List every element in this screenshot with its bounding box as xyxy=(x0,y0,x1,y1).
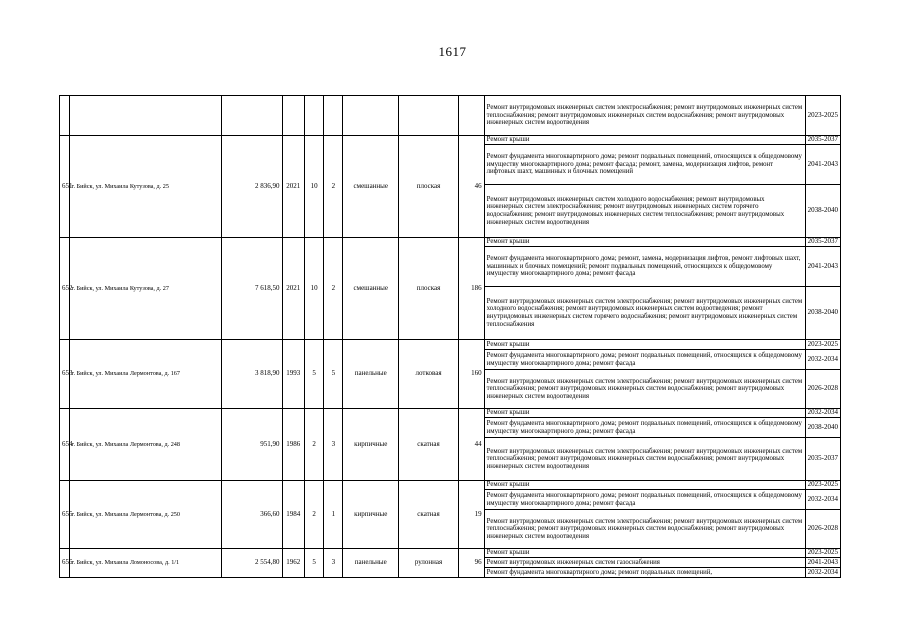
work-description: Ремонт фундамента многоквартирного дома; ремонт подвальных помещений, относящихся к общедомовому имуществу многоквартирного дома; ремонт фасада xyxy=(484,350,805,370)
row-number: 655 xyxy=(60,481,70,549)
building-address: г. Бийск, ул. Михаила Кутузова, д. 25 xyxy=(69,136,221,238)
row-number: 653 xyxy=(60,340,70,409)
floors-count: 10 xyxy=(304,136,323,238)
table-row xyxy=(60,136,841,145)
work-description: Ремонт внутридомовых инженерных систем холодного водоснабжения; ремонт внутридомовых инженерных систем электроснабжения; ремонт внутридомовых инженерных систем горячего водоснабжения; ремонт внутридомовых инженерных систем теплоснабжения; ремонт внутридомовых инженерных систем водоотведения xyxy=(484,185,805,238)
building-area: 366,60 xyxy=(221,481,282,549)
table-row xyxy=(60,340,841,350)
building-area: 3 818,90 xyxy=(221,340,282,409)
commission-year: 1986 xyxy=(282,409,304,481)
table-row xyxy=(60,238,841,247)
work-period: 2026-2028 xyxy=(805,370,840,409)
roof-type: плоская xyxy=(399,136,459,238)
row-number: 656 xyxy=(60,549,70,578)
work-description: Ремонт крыши xyxy=(484,409,805,418)
empty-cell xyxy=(304,96,323,136)
empty-cell xyxy=(458,96,484,136)
work-description: Ремонт крыши xyxy=(484,549,805,558)
building-address: г. Бийск, ул. Михаила Лермонтова, д. 248 xyxy=(69,409,221,481)
empty-cell xyxy=(60,96,70,136)
floors-count: 10 xyxy=(304,238,323,340)
roof-type: скатная xyxy=(399,481,459,549)
building-address: г. Бийск, ул. Михаила Лермонтова, д. 167 xyxy=(69,340,221,409)
building-address: г. Бийск, ул. Михаила Кутузова, д. 27 xyxy=(69,238,221,340)
commission-year: 1993 xyxy=(282,340,304,409)
wall-material: панельные xyxy=(343,549,399,578)
wall-material: смешанные xyxy=(343,238,399,340)
building-area: 951,90 xyxy=(221,409,282,481)
work-description: Ремонт крыши xyxy=(484,238,805,247)
work-period: 2038-2040 xyxy=(805,287,840,340)
row-number: 652 xyxy=(60,238,70,340)
work-description: Ремонт внутридомовых инженерных систем электроснабжения; ремонт внутридомовых инженерных систем теплоснабжения; ремонт внутридомовых инженерных систем водоснабжения; ремонт внутридомовых инженерных систем водоотведения xyxy=(484,96,805,136)
work-period: 2038-2040 xyxy=(805,418,840,438)
work-period: 2035-2037 xyxy=(805,438,840,481)
floors-count: 5 xyxy=(304,549,323,578)
work-period: 2032-2034 xyxy=(805,568,840,578)
work-description: Ремонт фундамента многоквартирного дома; ремонт подвальных помещений, относящихся к общедомовому имуществу многоквартирного дома; ремонт фасада xyxy=(484,490,805,510)
work-period: 2041-2043 xyxy=(805,247,840,287)
commission-year: 1984 xyxy=(282,481,304,549)
building-address: г. Бийск, ул. Михаила Ломоносова, д. 1/1 xyxy=(69,549,221,578)
floors-count: 5 xyxy=(304,340,323,409)
work-period: 2032-2034 xyxy=(805,350,840,370)
empty-cell xyxy=(221,96,282,136)
work-description: Ремонт фундамента многоквартирного дома; ремонт подвальных помещений, относящихся к общедомовому имуществу многоквартирного дома; ремонт фасада xyxy=(484,418,805,438)
entrances-count: 1 xyxy=(324,481,343,549)
roof-type: скатная xyxy=(399,409,459,481)
apartments-count: 19 xyxy=(458,481,484,549)
wall-material: кирпичные xyxy=(343,481,399,549)
building-area: 2 554,80 xyxy=(221,549,282,578)
building-address: г. Бийск, ул. Михаила Лермонтова, д. 250 xyxy=(69,481,221,549)
page-number: 1617 xyxy=(438,44,467,59)
wall-material: смешанные xyxy=(343,136,399,238)
table-row xyxy=(60,96,841,136)
work-period: 2026-2028 xyxy=(805,510,840,549)
work-description: Ремонт внутридомовых инженерных систем электроснабжения; ремонт внутридомовых инженерных систем теплоснабжения; ремонт внутридомовых инженерных систем водоснабжения; ремонт внутридомовых инженерных систем водоотведения xyxy=(484,370,805,409)
empty-cell xyxy=(282,96,304,136)
empty-cell xyxy=(324,96,343,136)
entrances-count: 3 xyxy=(324,409,343,481)
work-description: Ремонт внутридомовых инженерных систем электроснабжения; ремонт внутридомовых инженерных систем теплоснабжения; ремонт внутридомовых инженерных систем водоснабжения; ремонт внутридомовых инженерных систем водоотведения xyxy=(484,438,805,481)
work-period: 2023-2025 xyxy=(805,481,840,490)
wall-material: панельные xyxy=(343,340,399,409)
row-number: 651 xyxy=(60,136,70,238)
work-period: 2035-2037 xyxy=(805,238,840,247)
empty-cell xyxy=(399,96,459,136)
roof-type: лотковая xyxy=(399,340,459,409)
table-row xyxy=(60,481,841,490)
work-description: Ремонт внутридомовых инженерных систем электроснабжения; ремонт внутридомовых инженерных систем холодного водоснабжения; ремонт внутридомовых инженерных систем водоотведения; ремонт внутридомовых инженерных систем горячего водоснабжения; ремонт внутридомовых инженерных систем теплоснабжения xyxy=(484,287,805,340)
commission-year: 1962 xyxy=(282,549,304,578)
capital-repair-table xyxy=(59,95,841,578)
apartments-count: 186 xyxy=(458,238,484,340)
work-period: 2032-2034 xyxy=(805,490,840,510)
table-row xyxy=(60,409,841,418)
work-description: Ремонт крыши xyxy=(484,136,805,145)
apartments-count: 160 xyxy=(458,340,484,409)
table-row xyxy=(60,549,841,558)
work-description: Ремонт крыши xyxy=(484,481,805,490)
entrances-count: 3 xyxy=(324,549,343,578)
row-number: 654 xyxy=(60,409,70,481)
roof-type: рулонная xyxy=(399,549,459,578)
work-description: Ремонт внутридомовых инженерных систем газоснабжения xyxy=(484,558,805,568)
work-description: Ремонт внутридомовых инженерных систем электроснабжения; ремонт внутридомовых инженерных систем теплоснабжения; ремонт внутридомовых инженерных систем водоснабжения; ремонт внутридомовых инженерных систем водоотведения xyxy=(484,510,805,549)
work-period: 2032-2034 xyxy=(805,409,840,418)
work-period: 2041-2043 xyxy=(805,145,840,185)
work-period: 2023-2025 xyxy=(805,340,840,350)
work-description: Ремонт фундамента многоквартирного дома; ремонт, замена, модернизация лифтов, ремонт лифтовых шахт, машинных и блочных помещений; ремонт подвальных помещений, относящихся к общедомовому имуществу многоквартирного дома; ремонт фасада xyxy=(484,247,805,287)
work-period: 2038-2040 xyxy=(805,185,840,238)
work-period: 2023-2025 xyxy=(805,96,840,136)
empty-cell xyxy=(343,96,399,136)
table-body xyxy=(60,96,841,578)
work-period: 2041-2043 xyxy=(805,558,840,568)
floors-count: 2 xyxy=(304,481,323,549)
work-period: 2023-2025 xyxy=(805,549,840,558)
commission-year: 2021 xyxy=(282,238,304,340)
entrances-count: 2 xyxy=(324,238,343,340)
work-description: Ремонт фундамента многоквартирного дома; ремонт подвальных помещений, xyxy=(484,568,805,578)
wall-material: кирпичные xyxy=(343,409,399,481)
empty-cell xyxy=(69,96,221,136)
roof-type: плоская xyxy=(399,238,459,340)
work-description: Ремонт фундамента многоквартирного дома; ремонт подвальных помещений, относящихся к общедомовому имуществу многоквартирного дома; ремонт фасада; ремонт, замена, модернизация лифтов, ремонт лифтовых шахт, машинных и блочных помещений xyxy=(484,145,805,185)
entrances-count: 2 xyxy=(324,136,343,238)
floors-count: 2 xyxy=(304,409,323,481)
apartments-count: 44 xyxy=(458,409,484,481)
apartments-count: 46 xyxy=(458,136,484,238)
entrances-count: 5 xyxy=(324,340,343,409)
apartments-count: 96 xyxy=(458,549,484,578)
building-area: 7 618,50 xyxy=(221,238,282,340)
commission-year: 2021 xyxy=(282,136,304,238)
work-description: Ремонт крыши xyxy=(484,340,805,350)
work-period: 2035-2037 xyxy=(805,136,840,145)
building-area: 2 836,90 xyxy=(221,136,282,238)
